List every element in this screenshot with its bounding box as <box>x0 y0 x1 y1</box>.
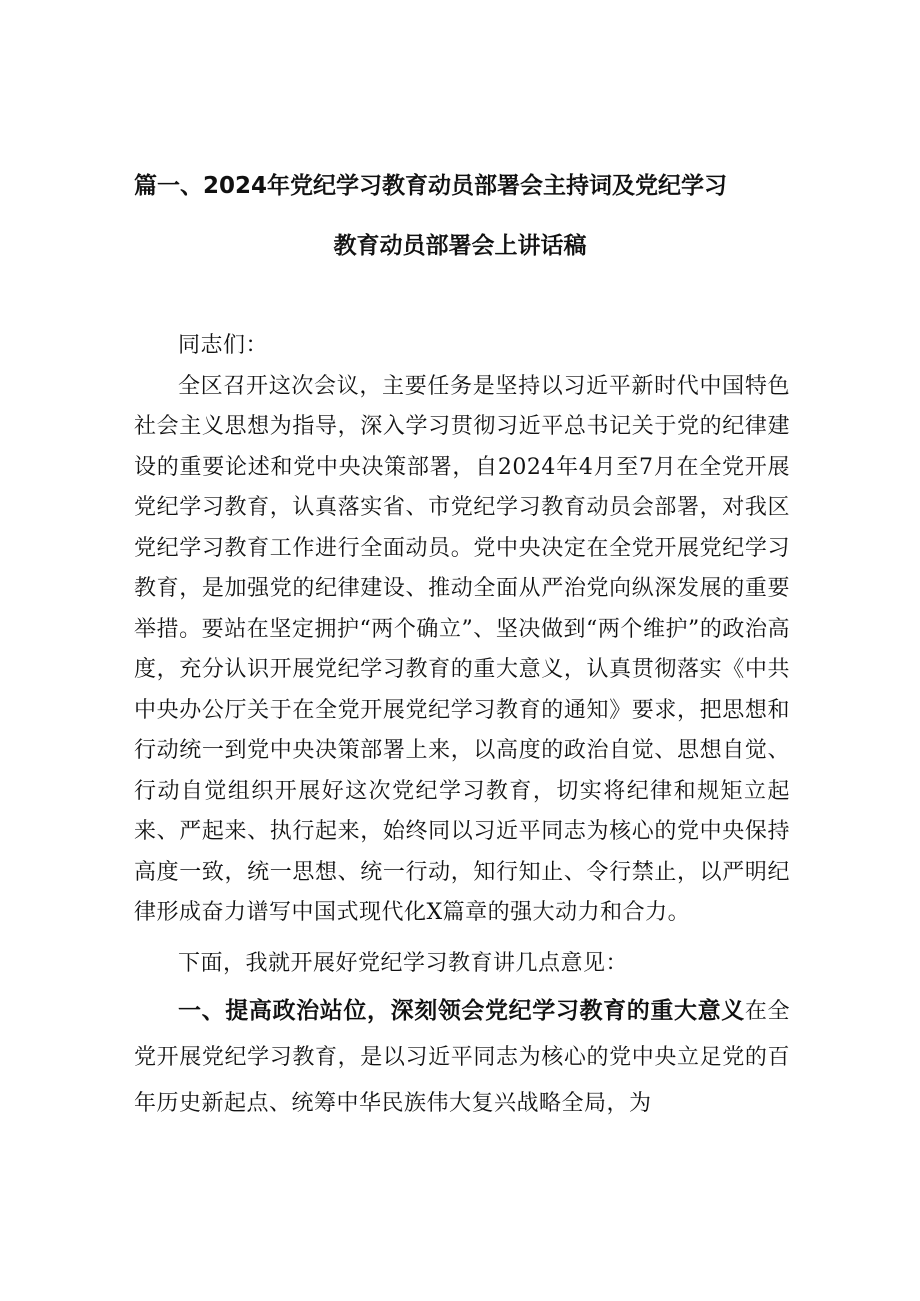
section-1-text: 在全党开展党纪学习教育，是以习近平同志为核心的党中央立足党的百年历史新起点、统筹中华民族伟大复兴战略全局，为 <box>134 999 790 1116</box>
paragraph-intro: 全区召开这次会议，主要任务是坚持以习近平新时代中国特色社会主义思想为指导，深入学习贯彻习近平总书记关于党的纪律建设的重要论述和党中央决策部署，自2024年4月至7月在全党开展党纪学习教育，认真落实省、市党纪学习教育动员会部署，对我区党纪学习教育工作进行全面动员。党中央决定在全党开展党纪学习教育，是加强党的纪律建设、推动全面从严治党向纵深发展的重要举措。要站在坚定拥护“两个确立”、坚决做到“两个维护”的政治高度，充分认识开展党纪学习教育的重大意义，认真贯彻落实《中共中央办公厅关于在全党开展党纪学习教育的通知》要求，把思想和行动统一到党中央决策部署上来，以高度的政治自觉、思想自觉、行动自觉组织开展好这次党纪学习教育，切实将纪律和规矩立起来、严起来、执行起来，始终同以习近平同志为核心的党中央保持高度一致，统一思想、统一行动，知行知止、令行禁止，以严明纪律形成奋力谱写中国式现代化X篇章的强大动力和合力。 <box>134 373 790 925</box>
salutation: 同志们： <box>178 333 269 358</box>
document-body <box>134 326 790 1127</box>
paragraph-transition: 下面，我就开展好党纪学习教育讲几点意见： <box>178 950 629 976</box>
document-title-line-1: 篇一、2024年党纪学习教育动员部署会主持词及党纪学习 <box>134 173 728 199</box>
section-1-paragraph <box>134 988 790 1127</box>
document-title-line-2: 教育动员部署会上讲话稿 <box>333 233 587 259</box>
section-1-heading: 一、提高政治站位，深刻领会党纪学习教育的重大意义 <box>178 998 745 1024</box>
